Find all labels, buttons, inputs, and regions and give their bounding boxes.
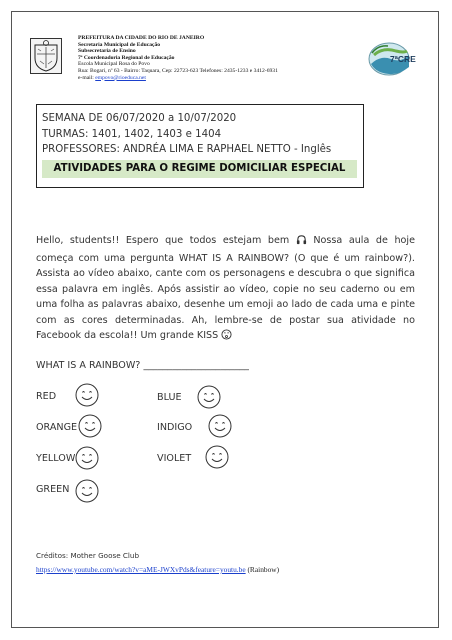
header-line: Escola Municipal Rosa do Povo — [78, 61, 150, 68]
class-info-box — [36, 104, 364, 188]
week-line: SEMANA DE 06/07/2020 a 10/07/2020 — [42, 113, 237, 124]
intro-paragraph — [36, 233, 415, 346]
smiley-face-icon — [208, 414, 232, 438]
color-label-orange: ORANGE — [36, 422, 78, 433]
header-line: Rua: Bogari, nº 63 - Bairro: Taquara, Cep: 22723-623 Telefones: 2435-1233 e 3412-6931 — [78, 67, 278, 74]
smiley-face-icon — [75, 446, 99, 470]
cre-logo-text: 7ªCRE — [390, 54, 416, 64]
school-header — [78, 35, 348, 81]
smiley-face-icon — [197, 385, 221, 409]
header-line: 7ª Coordenadoria Regional de Educação — [78, 54, 175, 61]
color-label-yellow: YELLOW — [36, 453, 76, 464]
credits-line: Créditos: Mother Goose Club — [36, 551, 140, 560]
header-line: Secretaria Municipal de Educação — [78, 41, 161, 48]
email-link[interactable]: empovo@rioeduca.net — [95, 74, 146, 81]
color-label-red: RED — [36, 391, 57, 402]
smiley-face-icon — [75, 479, 99, 503]
activity-banner: ATIVIDADES PARA O REGIME DOMICILIAR ESPECIAL — [42, 160, 357, 178]
header-email-line — [78, 75, 348, 82]
headphones-icon — [296, 234, 307, 251]
video-link-line — [36, 565, 279, 574]
kiss-face-icon — [221, 329, 232, 346]
intro-text: Hello, students!! Espero que todos estejam bem — [36, 235, 290, 246]
header-line: PREFEITURA DA CIDADE DO RIO DE JANEIRO — [78, 35, 205, 41]
rio-coat-of-arms-icon — [30, 38, 62, 74]
color-label-green: GREEN — [36, 484, 70, 495]
smiley-face-icon — [205, 445, 229, 469]
cre-globe-logo-icon — [366, 40, 416, 78]
smiley-face-icon — [78, 414, 102, 438]
rainbow-question: WHAT IS A RAINBOW? ______________________ — [36, 360, 249, 371]
email-label: e-mail: — [78, 74, 96, 81]
color-label-violet: VIOLET — [157, 453, 192, 464]
youtube-link[interactable]: https://www.youtube.com/watch?v=aME-JWXvPds&feature=youtu.be — [36, 565, 246, 574]
color-label-indigo: INDIGO — [157, 422, 193, 433]
video-title-suffix: (Rainbow) — [245, 565, 280, 574]
smiley-face-icon — [75, 383, 99, 407]
classes-line: TURMAS: 1401, 1402, 1403 e 1404 — [42, 128, 222, 140]
intro-text: Nossa aula de hoje começa com uma pergunta WHAT IS A RAINBOW? (O que é um rainbow?). Assista ao vídeo abaixo, cante com os personagens e descubra o que significa essa palavra em inglês. Após assistir ao vídeo, copie no seu caderno ou em uma folha as palavras abaixo, desenhe um emoji ao lado de cada uma e pinte com as cores determinadas. Ah, lembre-se de postar sua atividade no Facebook da escola!! Um grande KISS — [36, 235, 415, 341]
teachers-line: PROFESSORES: ANDRÉA LIMA E RAPHAEL NETTO - Inglês — [42, 144, 332, 155]
color-label-blue: BLUE — [157, 392, 182, 403]
header-line: Subsecretaria de Ensino — [78, 48, 136, 55]
